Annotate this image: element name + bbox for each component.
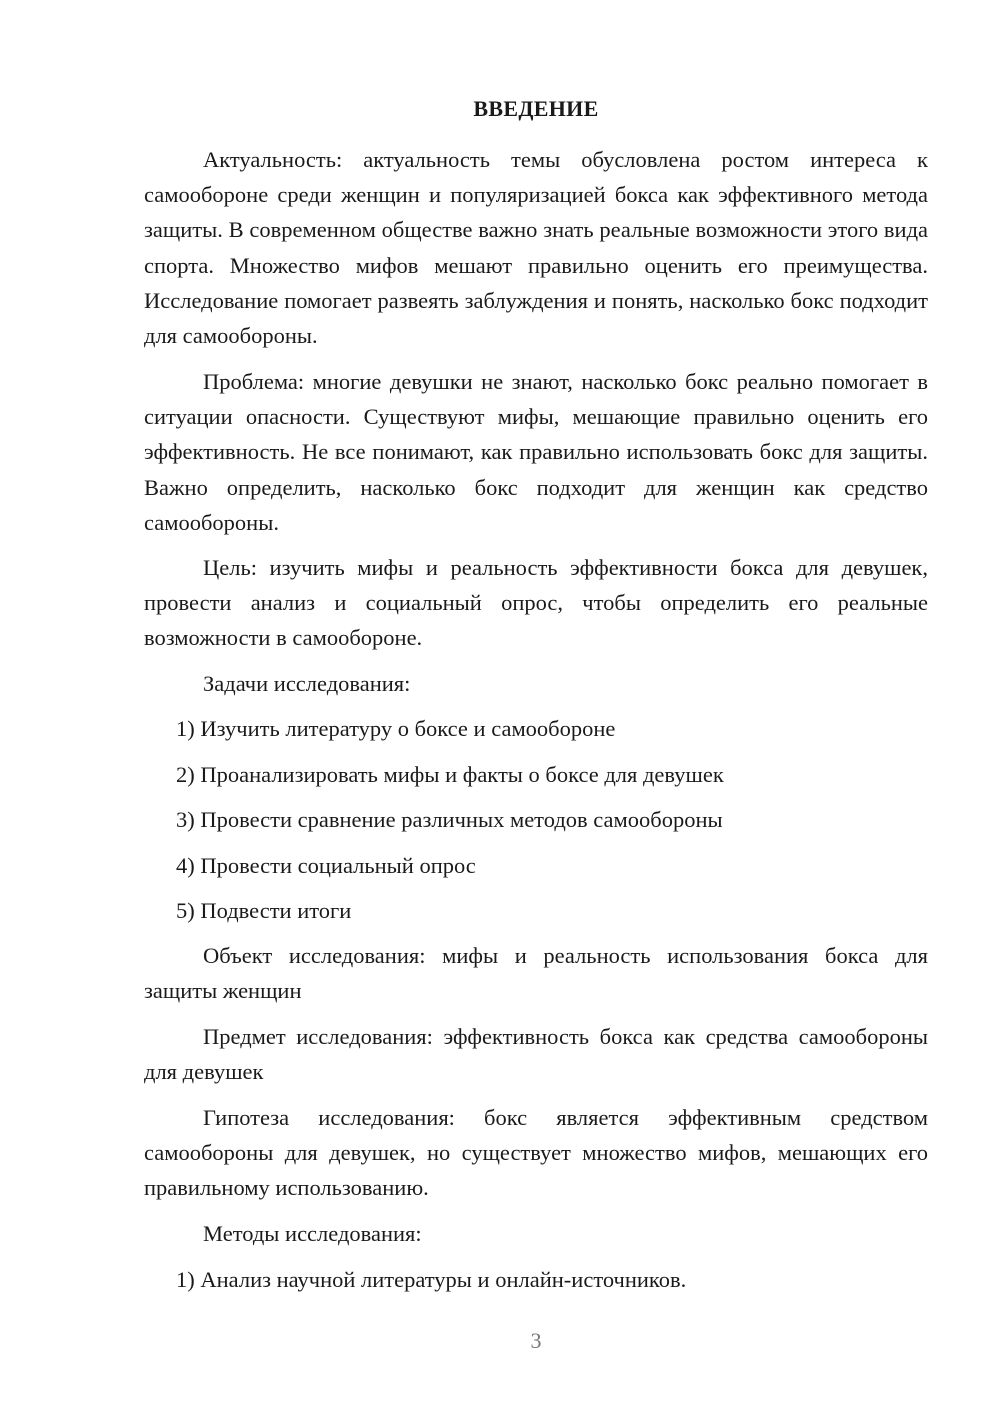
- task-item-5: 5) Подвести итоги: [176, 898, 352, 923]
- hypothesis-paragraph: Гипотеза исследования: бокс является эффективным средством самообороны для девушек, но существует множество мифов, мешающих его правильному использованию.: [144, 1105, 928, 1201]
- object-paragraph: Объект исследования: мифы и реальность использования бокса для защиты женщин: [144, 943, 928, 1004]
- tasks-title: Задачи исследования:: [203, 671, 411, 696]
- goal-paragraph: Цель: изучить мифы и реальность эффективности бокса для девушек, провести анализ и социальный опрос, чтобы определить его реальные возможности в самообороне.: [144, 555, 928, 651]
- relevance-paragraph: Актуальность: актуальность темы обусловлена ростом интереса к самообороне среди женщин и популяризацией бокса как эффективного метода защиты. В современном обществе важно знать реальные возможности этого вида спорта. Множество мифов мешают правильно оценить его преимущества. Исследование помогает развеять заблуждения и понять, насколько бокс подходит для самообороны.: [144, 147, 928, 349]
- task-item-1: 1) Изучить литературу о боксе и самообороне: [176, 716, 616, 741]
- page-number: 3: [530, 1328, 542, 1353]
- methods-title: Методы исследования:: [203, 1221, 422, 1246]
- section-heading: ВВЕДЕНИЕ: [473, 96, 599, 121]
- subject-paragraph: Предмет исследования: эффективность бокса как средства самообороны для девушек: [144, 1024, 928, 1085]
- task-item-3: 3) Провести сравнение различных методов самообороны: [176, 807, 723, 832]
- task-item-2: 2) Проанализировать мифы и факты о боксе для девушек: [176, 762, 724, 787]
- problem-paragraph: Проблема: многие девушки не знают, насколько бокс реально помогает в ситуации опасности. Существуют мифы, мешающие правильно оценить его эффективность. Не все понимают, как правильно использовать бокс для защиты. Важно определить, насколько бокс подходит для женщин как средство самообороны.: [144, 369, 928, 535]
- task-item-4: 4) Провести социальный опрос: [176, 853, 476, 878]
- method-item-1: 1) Анализ научной литературы и онлайн-источников.: [176, 1267, 687, 1292]
